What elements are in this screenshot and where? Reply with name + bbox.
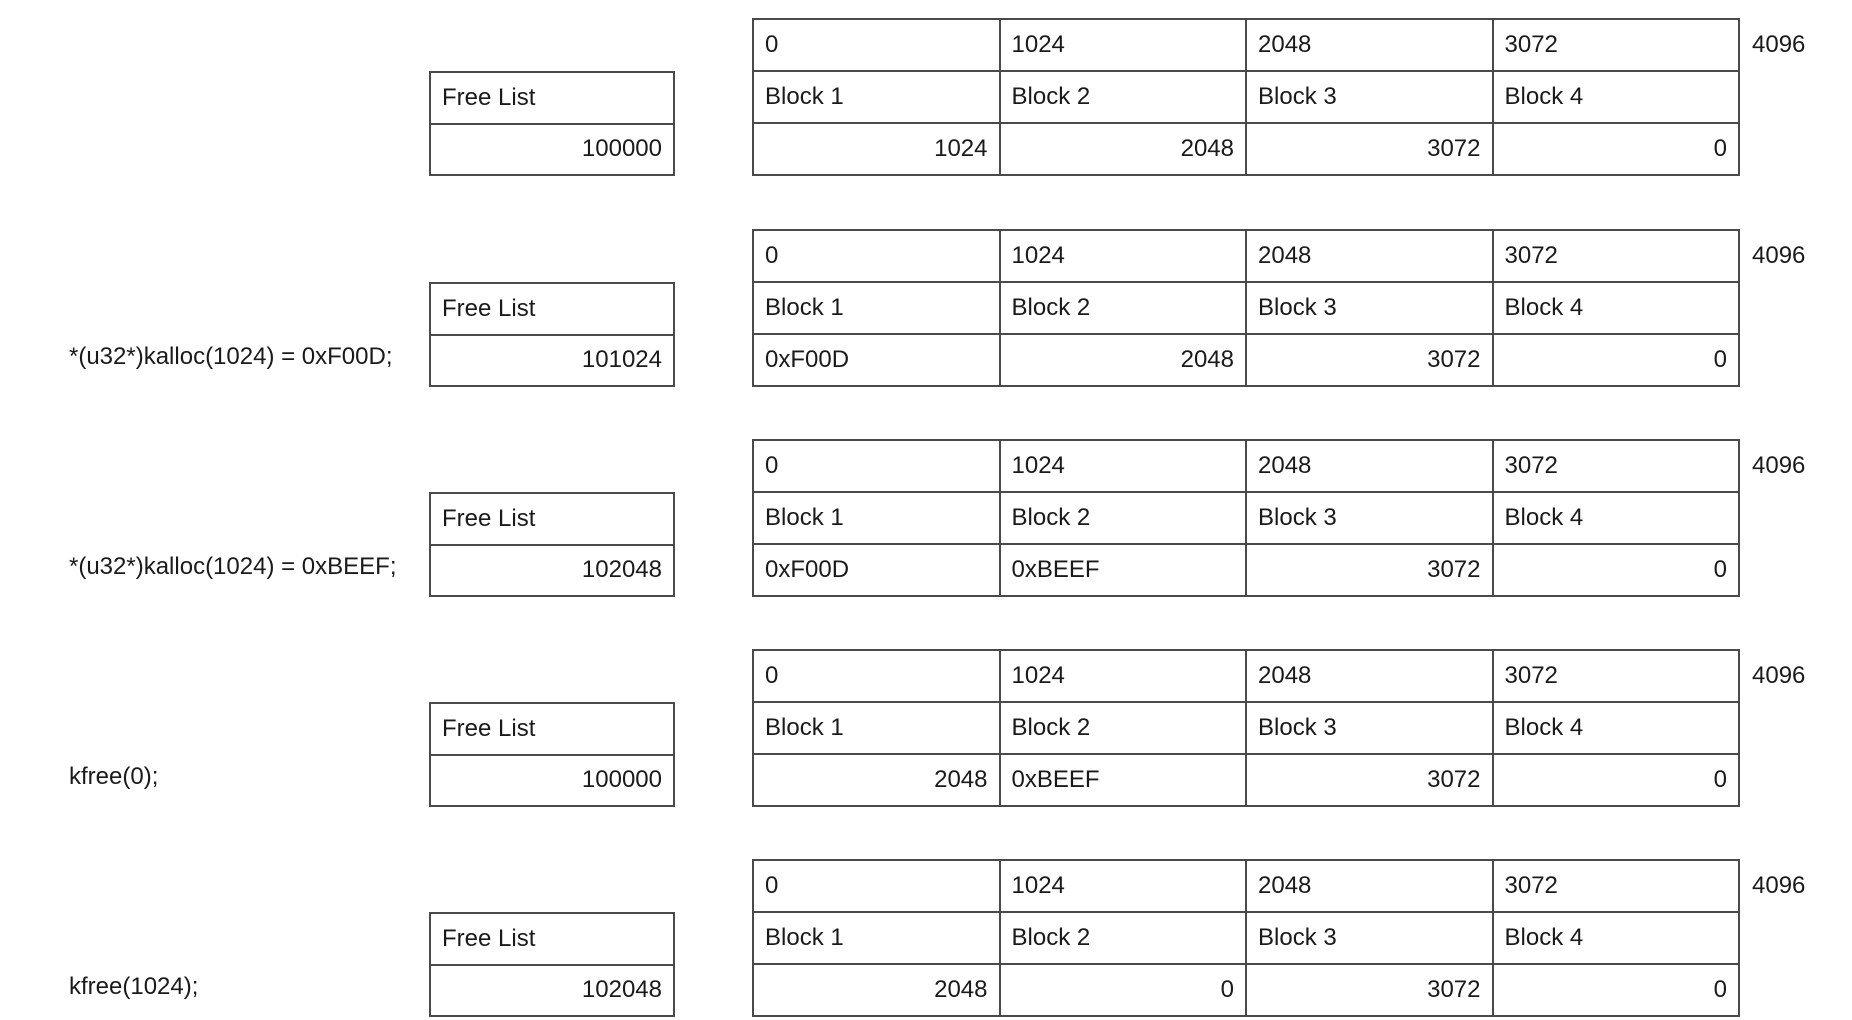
block-label: Block 1 (753, 492, 1000, 544)
block-offset: 0 (753, 440, 1000, 492)
free-list-value: 102048 (430, 545, 674, 597)
block-label: Block 4 (1493, 71, 1740, 123)
block-label-row (753, 492, 1739, 544)
block-label: Block 2 (1000, 702, 1247, 754)
operation-code: kfree(0); (69, 763, 159, 790)
block-content: 3072 (1246, 964, 1493, 1016)
block-content: 1024 (753, 123, 1000, 175)
block-offset: 1024 (1000, 650, 1247, 702)
block-offset: 0 (753, 650, 1000, 702)
block-content-row (753, 544, 1739, 596)
block-label: Block 3 (1246, 912, 1493, 964)
block-label: Block 3 (1246, 702, 1493, 754)
block-offset: 3072 (1493, 650, 1740, 702)
free-list-box (429, 282, 675, 387)
block-content: 0 (1000, 964, 1247, 1016)
block-offset: 2048 (1246, 440, 1493, 492)
block-content-row (753, 754, 1739, 806)
block-label-row (753, 71, 1739, 123)
end-address: 4096 (1752, 242, 1806, 269)
operation-code: *(u32*)kalloc(1024) = 0xBEEF; (69, 553, 397, 580)
block-offset: 3072 (1493, 230, 1740, 282)
memory-blocks-table (752, 18, 1740, 176)
block-label: Block 4 (1493, 282, 1740, 334)
block-content-row (753, 964, 1739, 1016)
end-address: 4096 (1752, 452, 1806, 479)
block-offset: 1024 (1000, 440, 1247, 492)
block-label: Block 3 (1246, 282, 1493, 334)
block-content: 0xBEEF (1000, 544, 1247, 596)
memory-blocks-table (752, 859, 1740, 1017)
memory-blocks-table (752, 229, 1740, 387)
offset-row (753, 230, 1739, 282)
step-5 (0, 859, 1852, 1019)
memory-blocks-table (752, 439, 1740, 597)
block-label: Block 2 (1000, 912, 1247, 964)
block-label-row (753, 912, 1739, 964)
block-content: 2048 (753, 754, 1000, 806)
operation-code: *(u32*)kalloc(1024) = 0xF00D; (69, 343, 393, 370)
offset-row (753, 860, 1739, 912)
free-list-label: Free List (430, 493, 674, 545)
block-offset: 0 (753, 19, 1000, 71)
block-content-row (753, 123, 1739, 175)
block-offset: 2048 (1246, 860, 1493, 912)
block-label: Block 2 (1000, 492, 1247, 544)
free-list-box (429, 71, 675, 176)
block-offset: 1024 (1000, 19, 1247, 71)
block-label: Block 3 (1246, 492, 1493, 544)
block-offset: 2048 (1246, 19, 1493, 71)
free-list-label: Free List (430, 283, 674, 335)
block-content: 0xBEEF (1000, 754, 1247, 806)
block-offset: 0 (753, 230, 1000, 282)
block-content: 0xF00D (753, 334, 1000, 386)
block-content: 0 (1493, 544, 1740, 596)
free-list-box (429, 912, 675, 1017)
free-list-value: 100000 (430, 124, 674, 176)
block-label-row (753, 282, 1739, 334)
block-label: Block 1 (753, 71, 1000, 123)
block-content: 0xF00D (753, 544, 1000, 596)
block-offset: 2048 (1246, 650, 1493, 702)
block-content: 3072 (1246, 334, 1493, 386)
block-label: Block 2 (1000, 282, 1247, 334)
block-content: 0 (1493, 334, 1740, 386)
free-list-box (429, 492, 675, 597)
free-list-value: 102048 (430, 965, 674, 1017)
free-list-value: 101024 (430, 335, 674, 387)
block-label: Block 4 (1493, 492, 1740, 544)
block-content: 0 (1493, 964, 1740, 1016)
block-offset: 1024 (1000, 230, 1247, 282)
step-4 (0, 649, 1852, 809)
block-offset: 0 (753, 860, 1000, 912)
block-content: 0 (1493, 754, 1740, 806)
block-offset: 1024 (1000, 860, 1247, 912)
block-label: Block 4 (1493, 912, 1740, 964)
offset-row (753, 440, 1739, 492)
operation-code: kfree(1024); (69, 973, 199, 1000)
step-2 (0, 229, 1852, 389)
block-offset: 3072 (1493, 440, 1740, 492)
block-label: Block 1 (753, 912, 1000, 964)
block-label: Block 2 (1000, 71, 1247, 123)
offset-row (753, 19, 1739, 71)
offset-row (753, 650, 1739, 702)
block-content: 0 (1493, 123, 1740, 175)
end-address: 4096 (1752, 872, 1806, 899)
block-content: 2048 (753, 964, 1000, 1016)
block-content-row (753, 334, 1739, 386)
block-label: Block 4 (1493, 702, 1740, 754)
free-list-box (429, 702, 675, 807)
free-list-label: Free List (430, 703, 674, 755)
free-list-label: Free List (430, 72, 674, 124)
free-list-label: Free List (430, 913, 674, 965)
block-content: 3072 (1246, 123, 1493, 175)
end-address: 4096 (1752, 662, 1806, 689)
block-label: Block 3 (1246, 71, 1493, 123)
block-offset: 2048 (1246, 230, 1493, 282)
block-label-row (753, 702, 1739, 754)
block-content: 2048 (1000, 334, 1247, 386)
free-list-value: 100000 (430, 755, 674, 807)
step-3 (0, 439, 1852, 599)
block-offset: 3072 (1493, 19, 1740, 71)
block-content: 3072 (1246, 754, 1493, 806)
step-1 (0, 18, 1852, 178)
end-address: 4096 (1752, 31, 1806, 58)
block-content: 2048 (1000, 123, 1247, 175)
block-offset: 3072 (1493, 860, 1740, 912)
block-label: Block 1 (753, 282, 1000, 334)
memory-blocks-table (752, 649, 1740, 807)
block-content: 3072 (1246, 544, 1493, 596)
block-label: Block 1 (753, 702, 1000, 754)
